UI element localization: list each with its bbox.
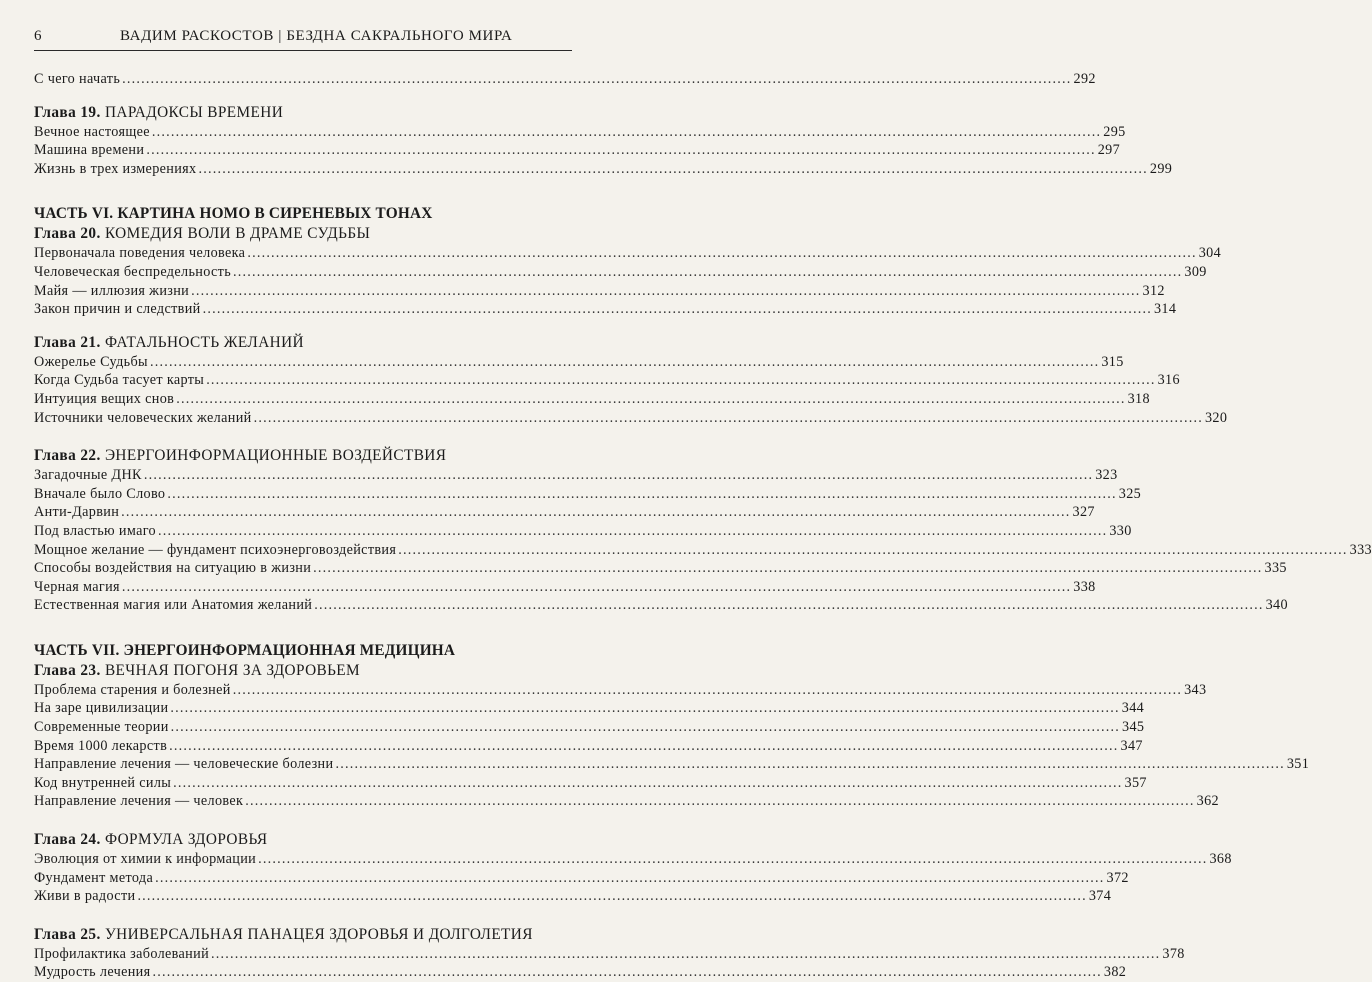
dot-leader: ........................................................................................................................................................................................................	[143, 467, 1094, 484]
dot-leader: ........................................................................................................................................................................................................	[233, 263, 1183, 280]
dot-leader: ........................................................................................................................................................................................................	[169, 737, 1119, 754]
chapter-heading-25	[34, 925, 572, 945]
toc-entry	[34, 887, 1112, 906]
dot-leader: ........................................................................................................................................................................................................	[247, 245, 1197, 262]
dot-leader: ........................................................................................................................................................................................................	[211, 945, 1161, 962]
toc-entry-title: Эволюция от химии к информации	[34, 851, 257, 868]
toc-entry-title: Мощное желание — фундамент психоэнерговоздействия	[34, 541, 397, 558]
toc-entry-page: 335	[1264, 560, 1287, 577]
dot-leader: ........................................................................................................................................................................................................	[314, 597, 1264, 614]
running-head	[34, 26, 572, 51]
dot-leader: ........................................................................................................................................................................................................	[121, 578, 1072, 595]
toc-entry	[34, 160, 1173, 179]
chapter-24-entries	[34, 850, 1232, 906]
toc-entry	[34, 869, 1129, 888]
toc-entry-title: Человеческая беспредельность	[34, 263, 232, 280]
toc-entry-title: С чего начать	[34, 71, 121, 87]
toc-entry-title: На заре цивилизации	[34, 700, 169, 717]
chapter-heading-20	[34, 224, 572, 244]
toc-entry	[34, 737, 1143, 756]
toc-entry-page: 343	[1184, 681, 1207, 698]
toc-entry-page: 320	[1204, 409, 1228, 426]
chapter-heading-19	[34, 103, 572, 123]
toc-entry	[34, 945, 1185, 964]
toc-entry	[34, 792, 1219, 811]
dot-leader: ........................................................................................................................................................................................................	[137, 888, 1087, 905]
table-of-contents	[34, 70, 1372, 982]
toc-entry	[34, 409, 1228, 428]
chapter-number: Глава 22.	[34, 447, 101, 465]
chapter-20-entries	[34, 244, 1222, 318]
chapter-heading-24	[34, 830, 572, 850]
toc-lead-entries	[34, 70, 1096, 89]
toc-entry-title: Мудрость лечения	[34, 964, 151, 981]
toc-entry-title: Ожерелье Судьбы	[34, 353, 148, 370]
toc-entry	[34, 244, 1222, 263]
toc-entry	[34, 390, 1150, 409]
toc-entry	[34, 70, 1096, 89]
toc-entry-page: 357	[1124, 774, 1147, 791]
toc-entry-page: 378	[1162, 945, 1185, 962]
dot-leader: ........................................................................................................................................................................................................	[335, 756, 1285, 773]
toc-entry-page: 316	[1157, 372, 1180, 389]
chapter-number: Глава 24.	[34, 831, 101, 849]
toc-entry-title: Вначале было Слово	[34, 485, 166, 502]
chapter-title: ФАТАЛЬНОСТЬ ЖЕЛАНИЙ	[104, 333, 304, 351]
toc-entry-title: Закон причин и следствий	[34, 301, 201, 318]
dot-leader: ........................................................................................................................................................................................................	[155, 869, 1105, 886]
toc-entry-page: 292	[1073, 71, 1096, 87]
chapter-21-entries	[34, 353, 1228, 427]
toc-entry-title: Майя — иллюзия жизни	[34, 282, 190, 299]
toc-entry	[34, 353, 1124, 372]
dot-leader: ........................................................................................................................................................................................................	[202, 301, 1152, 318]
toc-entry-page: 338	[1073, 578, 1096, 595]
toc-entry	[34, 466, 1118, 485]
toc-entry	[34, 141, 1121, 160]
toc-entry	[34, 503, 1095, 522]
toc-entry-title: Машина времени	[34, 142, 145, 159]
chapter-number: Глава 19.	[34, 103, 101, 121]
dot-leader: ........................................................................................................................................................................................................	[149, 353, 1100, 370]
toc-entry	[34, 718, 1145, 737]
toc-entry-title: Время 1000 лекарств	[34, 737, 168, 754]
toc-entry-title: Жизнь в трех измерениях	[34, 160, 197, 177]
toc-entry-page: 304	[1198, 245, 1222, 262]
toc-entry-page: 372	[1106, 869, 1129, 886]
toc-entry	[34, 282, 1165, 301]
toc-entry-page: 297	[1097, 142, 1121, 159]
dot-leader: ........................................................................................................................................................................................................	[152, 964, 1102, 981]
toc-entry-title: Современные теории	[34, 719, 169, 736]
dot-leader: ........................................................................................................................................................................................................	[198, 160, 1148, 177]
dot-leader: ........................................................................................................................................................................................................	[173, 774, 1123, 791]
toc-entry-title: Источники человеческих желаний	[34, 409, 252, 426]
toc-entry-title: Когда Судьба тасует карты	[34, 372, 205, 389]
dot-leader: ........................................................................................................................................................................................................	[146, 142, 1096, 159]
toc-entry-page: 382	[1103, 964, 1127, 981]
toc-entry-title: Естественная магия или Анатомия желаний	[34, 597, 313, 614]
toc-entry-page: 327	[1072, 504, 1095, 521]
toc-entry	[34, 123, 1126, 142]
toc-entry-page: 340	[1265, 597, 1288, 614]
dot-leader: ........................................................................................................................................................................................................	[157, 522, 1108, 539]
toc-entry	[34, 596, 1288, 615]
dot-leader: ........................................................................................................................................................................................................	[170, 719, 1121, 736]
toc-entry-title: Проблема старения и болезней	[34, 681, 231, 698]
toc-entry-page: 374	[1088, 888, 1112, 905]
toc-entry	[34, 485, 1142, 504]
toc-entry-title: Профилактика заболеваний	[34, 945, 210, 962]
toc-entry	[34, 681, 1207, 700]
toc-entry-page: 368	[1209, 851, 1232, 868]
toc-entry-title: Черная магия	[34, 578, 120, 595]
chapter-heading-22	[34, 446, 572, 466]
toc-entry	[34, 371, 1180, 390]
toc-entry-title: Первоначала поведения человека	[34, 245, 246, 262]
toc-entry-page: 330	[1109, 522, 1132, 539]
toc-entry	[34, 559, 1287, 578]
toc-entry-page: 312	[1142, 282, 1165, 299]
chapter-number: Глава 20.	[34, 225, 101, 243]
chapter-title: ПАРАДОКСЫ ВРЕМЕНИ	[104, 103, 284, 121]
part-heading-7: ЧАСТЬ VII. ЭНЕРГОИНФОРМАЦИОННАЯ МЕДИЦИНА	[34, 641, 456, 659]
chapter-title: ЭНЕРГОИНФОРМАЦИОННЫЕ ВОЗДЕЙСТВИЯ	[104, 447, 447, 465]
dot-leader: ........................................................................................................................................................................................................	[398, 541, 1348, 558]
running-head-title: ВАДИМ РАСКОСТОВ | БЕЗДНА САКРАЛЬНОГО МИРА	[120, 28, 513, 44]
dot-leader: ........................................................................................................................................................................................................	[122, 71, 1072, 87]
toc-entry-page: 315	[1101, 353, 1124, 370]
chapter-number: Глава 25.	[34, 925, 101, 943]
chapter-25-entries	[34, 945, 1185, 982]
dot-leader: ........................................................................................................................................................................................................	[258, 851, 1208, 868]
toc-entry-title: Код внутренней силы	[34, 774, 172, 791]
part-heading-6: ЧАСТЬ VI. КАРТИНА HOMO В СИРЕНЕВЫХ ТОНАХ	[34, 205, 433, 223]
dot-leader: ........................................................................................................................................................................................................	[151, 123, 1102, 140]
dot-leader: ........................................................................................................................................................................................................	[191, 282, 1141, 299]
dot-leader: ........................................................................................................................................................................................................	[245, 793, 1195, 810]
dot-leader: ........................................................................................................................................................................................................	[121, 504, 1071, 521]
toc-entry-page: 344	[1121, 700, 1145, 717]
toc-entry	[34, 755, 1310, 774]
chapter-title: ФОРМУЛА ЗДОРОВЬЯ	[104, 831, 268, 849]
toc-entry-title: Загадочные ДНК	[34, 467, 142, 484]
toc-entry	[34, 541, 1372, 560]
chapter-title: УНИВЕРСАЛЬНАЯ ПАНАЦЕЯ ЗДОРОВЬЯ И ДОЛГОЛЕТИЯ	[104, 925, 533, 943]
toc-entry-title: Интуиция вещих снов	[34, 390, 175, 407]
toc-entry-page: 362	[1196, 793, 1219, 810]
chapter-19-entries	[34, 123, 1173, 179]
toc-entry-page: 347	[1120, 737, 1143, 754]
toc-entry-page: 309	[1184, 263, 1207, 280]
toc-entry	[34, 300, 1177, 319]
dot-leader: ........................................................................................................................................................................................................	[253, 409, 1203, 426]
toc-entry-page: 345	[1122, 719, 1145, 736]
chapter-22-entries	[34, 466, 1372, 615]
dot-leader: ........................................................................................................................................................................................................	[176, 390, 1126, 407]
toc-entry-title: Способы воздействия на ситуацию в жизни	[34, 560, 312, 577]
toc-entry-title: Направление лечения — человек	[34, 793, 244, 810]
toc-entry-page: 295	[1103, 123, 1126, 140]
dot-leader: ........................................................................................................................................................................................................	[206, 372, 1156, 389]
chapter-number: Глава 23.	[34, 661, 101, 679]
chapter-heading-23	[34, 661, 572, 681]
toc-entry-page: 323	[1095, 467, 1118, 484]
toc-entry	[34, 578, 1096, 597]
toc-entry-title: Анти-Дарвин	[34, 504, 120, 521]
dot-leader: ........................................................................................................................................................................................................	[232, 681, 1183, 698]
chapter-number: Глава 21.	[34, 333, 101, 351]
toc-entry-title: Под властью имаго	[34, 522, 156, 539]
toc-entry-page: 333	[1349, 541, 1372, 558]
dot-leader: ........................................................................................................................................................................................................	[167, 485, 1117, 502]
toc-entry	[34, 850, 1232, 869]
toc-entry-title: Направление лечения — человеческие болезни	[34, 756, 334, 773]
toc-entry-page: 299	[1149, 160, 1173, 177]
toc-entry	[34, 774, 1147, 793]
toc-entry-page: 314	[1153, 301, 1177, 318]
page-number: 6	[34, 28, 43, 44]
toc-entry	[34, 699, 1145, 718]
toc-entry	[34, 522, 1132, 541]
toc-entry	[34, 263, 1207, 282]
toc-entry-page: 325	[1118, 485, 1142, 502]
chapter-23-entries	[34, 681, 1310, 811]
chapter-heading-21	[34, 333, 572, 353]
dot-leader: ........................................................................................................................................................................................................	[313, 560, 1263, 577]
toc-entry-page: 351	[1286, 756, 1310, 773]
toc-entry-page: 318	[1127, 390, 1150, 407]
toc-entry-title: Вечное настоящее	[34, 123, 150, 140]
toc-entry	[34, 963, 1127, 982]
dot-leader: ........................................................................................................................................................................................................	[170, 700, 1120, 717]
toc-entry-title: Живи в радости	[34, 888, 136, 905]
toc-entry-title: Фундамент метода	[34, 869, 154, 886]
chapter-title: ВЕЧНАЯ ПОГОНЯ ЗА ЗДОРОВЬЕМ	[104, 661, 361, 679]
chapter-title: КОМЕДИЯ ВОЛИ В ДРАМЕ СУДЬБЫ	[104, 225, 371, 243]
